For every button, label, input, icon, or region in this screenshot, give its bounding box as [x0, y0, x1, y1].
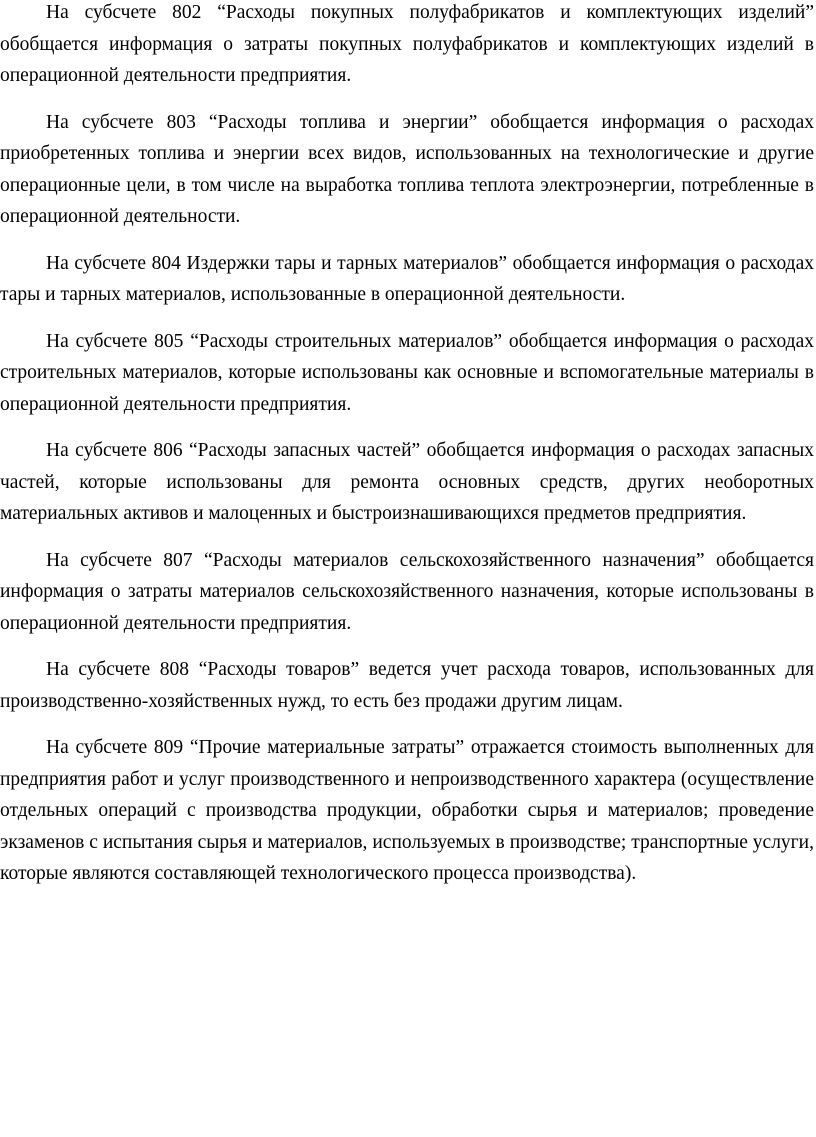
paragraph-subaccount-807: На субсчете 807 “Расходы материалов сельскохозяйственного назначения” обобщается информация о затраты материалов сельскохозяйственного назначения, которые использованы в операционной деятельности предприятия.: [0, 549, 814, 634]
paragraph-subaccount-803: На субсчете 803 “Расходы топлива и энергии” обобщается информация о расходах приобретенных топлива и энергии всех видов, использованных на технологические и другие операционные цели, в том числе на выработка топлива теплота электроэнергии, потребленные в операционной деятельности.: [0, 111, 814, 227]
paragraph-subaccount-809: На субсчете 809 “Прочие материальные затраты” отражается стоимость выполненных для предприятия работ и услуг производственного и непроизводственного характера (осуществление отдельных операций с производства продукции, обработки сырья и материалов; проведение экзаменов с испытания сырья и материалов, используемых в производстве; транспортные услуги, которые являются составляющей технологического процесса производства).: [0, 737, 814, 884]
paragraph-subaccount-804: На субсчете 804 Издержки тары и тарных материалов” обобщается информация о расходах тары и тарных материалов, использованные в операционной деятельности.: [0, 252, 814, 305]
paragraph-subaccount-808: На субсчете 808 “Расходы товаров” ведется учет расхода товаров, использованных для производственно-хозяйственных нужд, то есть без продажи другим лицам.: [0, 659, 814, 712]
paragraph-subaccount-805: На субсчете 805 “Расходы строительных материалов” обобщается информация о расходах строительных материалов, которые использованы как основные и вспомогательные материалы в операционной деятельности предприятия.: [0, 330, 814, 415]
paragraph-subaccount-802: На субсчете 802 “Расходы покупных полуфабрикатов и комплектующих изделий” обобщается информация о затраты покупных полуфабрикатов и комплектующих изделий в операционной деятельности предприятия.: [0, 2, 814, 86]
paragraph-subaccount-806: На субсчете 806 “Расходы запасных частей” обобщается информация о расходах запасных частей, которые использованы для ремонта основных средств, других необоротных материальных активов и малоценных и быстроизнашивающихся предметов предприятия.: [0, 440, 814, 524]
